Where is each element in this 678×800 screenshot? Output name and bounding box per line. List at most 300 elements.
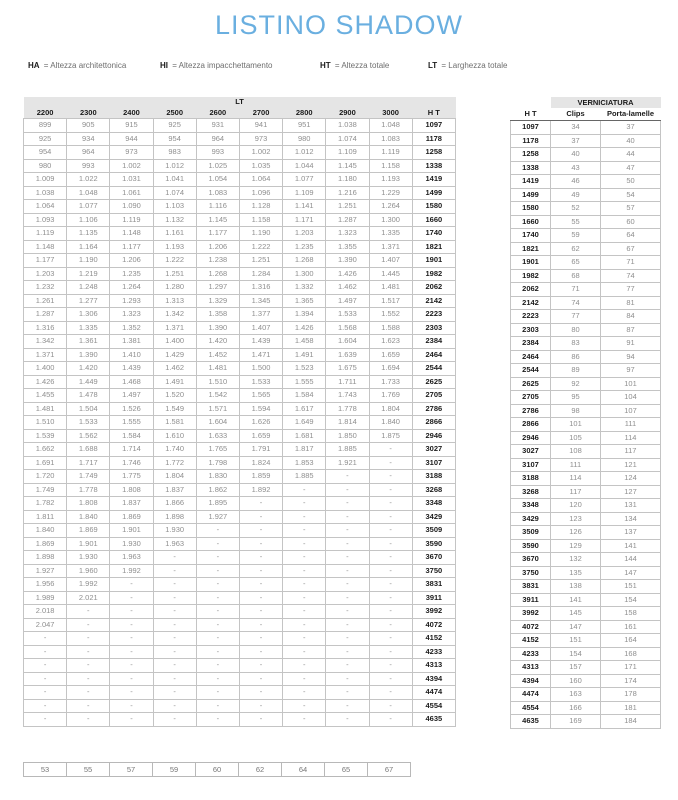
cell: - [196,618,239,632]
cell: - [326,659,369,673]
cell: 1.439 [239,335,282,349]
cell: 1.714 [110,443,153,457]
cell: - [239,524,282,538]
cell: - [196,686,239,700]
cell: 108 [551,445,601,459]
cell: 1.565 [239,389,282,403]
ht-cell: 3509 [511,526,551,540]
cell: 1.284 [239,267,282,281]
cell: - [110,605,153,619]
cell: - [24,686,67,700]
main-table-head [24,97,456,119]
cell: - [24,645,67,659]
cell: 954 [153,132,196,146]
cell: - [24,713,67,727]
cell: 53 [24,763,67,777]
ht-cell: 4313 [511,661,551,675]
cell: 168 [601,647,661,661]
cell: 1.504 [67,402,110,416]
cell: 1.681 [283,429,326,443]
cell: 1.581 [153,416,196,430]
cell: 1.778 [326,402,369,416]
cell: 1.898 [24,551,67,565]
table-row [511,229,661,243]
table-row [511,499,661,513]
cell: 1.009 [24,173,67,187]
cell: 1.782 [24,497,67,511]
table-row [511,161,661,175]
ht-cell: 1499 [511,188,551,202]
cell: 1.859 [239,470,282,484]
cell: 954 [24,146,67,160]
cell: 1.930 [67,551,110,565]
cell: 47 [601,161,661,175]
cell: 931 [196,119,239,133]
cell: 1.106 [67,213,110,227]
cell: 1.429 [153,348,196,362]
cell: 50 [601,175,661,189]
cell: - [283,551,326,565]
cell: 1.604 [326,335,369,349]
cell: 1.817 [283,443,326,457]
table-row [511,553,661,567]
cell: 157 [551,661,601,675]
cell: 1.662 [24,443,67,457]
ht-cell: 2544 [511,364,551,378]
cell: 1.746 [110,456,153,470]
cell: 158 [601,607,661,621]
cell: 1.458 [283,335,326,349]
table-row [511,472,661,486]
cell: - [196,632,239,646]
cell: - [369,483,412,497]
cell: 1.930 [153,524,196,538]
cell: - [369,524,412,538]
cell: 123 [551,512,601,526]
cell: 160 [551,674,601,688]
cell: 1.180 [326,173,369,187]
column-header: 2400 [110,107,153,119]
cell: 55 [551,215,601,229]
table-row [511,431,661,445]
cell: 1.044 [283,159,326,173]
cell: 1.381 [110,335,153,349]
cell: 1.675 [326,362,369,376]
ht-cell: 4394 [511,674,551,688]
cell: 1.177 [196,227,239,241]
cell: 46 [551,175,601,189]
verniciatura-spacer [511,97,551,108]
ht-cell: 2062 [511,283,551,297]
ht-cell: 2062 [412,281,455,295]
cell: 1.711 [326,375,369,389]
cell: - [326,578,369,592]
cell: 1.390 [67,348,110,362]
cell: 1.840 [24,524,67,538]
cell: - [153,564,196,578]
cell: 178 [601,688,661,702]
table-row [511,377,661,391]
cell: 1.555 [110,416,153,430]
cell: - [239,551,282,565]
table-row [511,634,661,648]
ht-cell: 1901 [412,254,455,268]
cell: - [67,632,110,646]
cell: - [326,591,369,605]
cell: 97 [601,364,661,378]
cell: 1.963 [153,537,196,551]
cell: 1.158 [369,159,412,173]
cell: 1.235 [283,240,326,254]
cell: 1.798 [196,456,239,470]
table-row [24,713,456,727]
table-row [24,591,456,605]
cell: - [369,564,412,578]
cell: - [24,672,67,686]
cell: 147 [601,566,661,580]
cell: 184 [601,715,661,729]
table-row [511,337,661,351]
cell: - [24,659,67,673]
cell: 1.365 [283,294,326,308]
cell: - [110,591,153,605]
cell: 1.074 [153,186,196,200]
cell: 1.164 [67,240,110,254]
cell: 1.352 [110,321,153,335]
cell: - [326,713,369,727]
cell: - [283,564,326,578]
table-row [24,132,456,146]
cell: 80 [551,323,601,337]
cell: 1.539 [24,429,67,443]
cell: - [196,578,239,592]
cell: - [239,605,282,619]
cell: 1.158 [239,213,282,227]
cell: 57 [110,763,153,777]
cell: 1.251 [153,267,196,281]
cell: - [153,713,196,727]
cell: 37 [551,134,601,148]
cell: 1.297 [196,281,239,295]
cell: 1.190 [67,254,110,268]
cell: - [196,605,239,619]
cell: 1.500 [239,362,282,376]
table-row [511,269,661,283]
cell: - [326,699,369,713]
column-header: Porta-lamelle [601,108,661,121]
ht-cell: 4394 [412,672,455,686]
ht-cell: 1097 [412,119,455,133]
cell: 151 [551,634,601,648]
cell: 1.901 [67,537,110,551]
ht-cell: 4474 [511,688,551,702]
cell: 124 [601,472,661,486]
cell: - [283,591,326,605]
table-row [24,564,456,578]
cell: 1.688 [67,443,110,457]
cell: 94 [601,350,661,364]
cell: 67 [601,242,661,256]
cell: 141 [551,593,601,607]
table-row [511,391,661,405]
ht-cell: 2303 [511,323,551,337]
cell: 993 [67,159,110,173]
cell: 1.623 [369,335,412,349]
legend [0,61,678,75]
ht-cell: 1660 [511,215,551,229]
table-row [511,215,661,229]
cell: - [67,659,110,673]
cell: 1.510 [24,416,67,430]
cell: 104 [601,391,661,405]
cell: 973 [110,146,153,160]
cell: - [283,618,326,632]
cell: - [153,578,196,592]
cell: 1.300 [369,213,412,227]
cell: 1.866 [153,497,196,511]
cell: 1.520 [153,389,196,403]
cell: 1.901 [110,524,153,538]
cell: 1.238 [196,254,239,268]
cell: 1.038 [326,119,369,133]
cell: 171 [601,661,661,675]
cell: - [283,497,326,511]
cell: 1.193 [153,240,196,254]
cell: 1.190 [239,227,282,241]
ht-cell: 2705 [511,391,551,405]
cell: 1.280 [153,281,196,295]
table-row [511,620,661,634]
ht-cell: 3831 [412,578,455,592]
cell: 1.177 [110,240,153,254]
cell: 1.989 [24,591,67,605]
ht-cell: 4152 [412,632,455,646]
cell: - [369,456,412,470]
cell: - [326,483,369,497]
ht-cell: 3509 [412,524,455,538]
cell: 1.048 [369,119,412,133]
cell: 1.323 [110,308,153,322]
cell: - [283,686,326,700]
column-header: 2500 [153,107,196,119]
cell: 915 [110,119,153,133]
table-row [511,418,661,432]
ht-cell: 2142 [511,296,551,310]
cell: 951 [283,119,326,133]
cell: - [153,618,196,632]
verniciatura-title: VERNICIATURA [551,97,661,108]
cell: 1.316 [239,281,282,295]
cell: - [283,578,326,592]
cell: 1.206 [110,254,153,268]
cell: - [196,713,239,727]
cell: 135 [551,566,601,580]
column-header: H T [511,108,551,121]
cell: - [369,686,412,700]
cell: 120 [551,499,601,513]
table-row [24,470,456,484]
cell: - [67,618,110,632]
cell: 1.992 [67,578,110,592]
cell: 74 [551,296,601,310]
cell: 77 [601,283,661,297]
cell: 1.588 [369,321,412,335]
cell: 905 [67,119,110,133]
cell: 1.895 [196,497,239,511]
cell: 1.533 [326,308,369,322]
cell: - [369,672,412,686]
cell: 1.064 [24,200,67,214]
ht-cell: 1419 [412,173,455,187]
cell: 1.119 [369,146,412,160]
table-row [24,429,456,443]
table-row [511,674,661,688]
cell: - [239,497,282,511]
cell: 1.012 [283,146,326,160]
cell: 1.222 [153,254,196,268]
cell: 62 [239,763,282,777]
cell: 934 [67,132,110,146]
cell: 1.808 [67,497,110,511]
cell: 1.720 [24,470,67,484]
table-row [511,485,661,499]
cell: 1.031 [110,173,153,187]
cell: 71 [551,283,601,297]
cell: 1.407 [369,254,412,268]
cell: 964 [67,146,110,160]
cell: 1.420 [67,362,110,376]
cell: 1.452 [196,348,239,362]
legend-abbr: LT [428,61,438,70]
legend-item: HA = Altezza architettonica [28,61,127,70]
ht-cell: 2223 [412,308,455,322]
cell: 1.850 [326,429,369,443]
cell: 1.862 [196,483,239,497]
cell: 1.517 [369,294,412,308]
table-row [24,186,456,200]
cell: 1.649 [283,416,326,430]
ht-cell: 3590 [511,539,551,553]
cell: 1.814 [326,416,369,430]
table-row [511,715,661,729]
table-row [24,348,456,362]
cell: 941 [239,119,282,133]
cell: 1.749 [24,483,67,497]
ht-cell: 3670 [412,551,455,565]
cell: 983 [153,146,196,160]
cell: 1.898 [153,510,196,524]
cell: 111 [551,458,601,472]
cell: 1.261 [24,294,67,308]
ht-cell: 2142 [412,294,455,308]
column-header: 2900 [326,107,369,119]
cell: 944 [110,132,153,146]
table-row [511,242,661,256]
cell: 68 [551,269,601,283]
cell: 1.345 [239,294,282,308]
ht-cell: 1901 [511,256,551,270]
cell: - [283,483,326,497]
table-row [511,296,661,310]
ht-cell: 4474 [412,686,455,700]
cell: 1.639 [326,348,369,362]
cell: 1.462 [153,362,196,376]
cell: 37 [601,121,661,135]
cell: 1.083 [196,186,239,200]
cell: - [369,551,412,565]
cell: - [326,564,369,578]
cell: 1.355 [326,240,369,254]
cell: 1.109 [326,146,369,160]
cell: 1.749 [67,470,110,484]
cell: 145 [551,607,601,621]
cell: - [326,618,369,632]
cell: 144 [601,553,661,567]
cell: - [153,686,196,700]
cell: 151 [601,580,661,594]
cell: 1.329 [196,294,239,308]
cell: 1.617 [283,402,326,416]
cell: 1.064 [239,173,282,187]
ht-cell: 3348 [412,497,455,511]
cell: 1.875 [369,429,412,443]
cell: 1.038 [24,186,67,200]
ht-cell: 4072 [412,618,455,632]
cell: - [326,645,369,659]
cell: 1.439 [110,362,153,376]
ht-cell: 2625 [511,377,551,391]
cell: - [239,618,282,632]
cell: - [326,632,369,646]
table-row [24,294,456,308]
cell: - [153,591,196,605]
cell: 1.268 [283,254,326,268]
table-row [511,175,661,189]
cell: - [326,524,369,538]
ht-cell: 3429 [511,512,551,526]
table-row [24,335,456,349]
cell: 1.358 [196,308,239,322]
ht-cell: 3750 [412,564,455,578]
cell: 2.047 [24,618,67,632]
cell: 141 [601,539,661,553]
cell: 1.177 [24,254,67,268]
table-row [511,134,661,148]
cell: 1.116 [196,200,239,214]
cell: 86 [551,350,601,364]
verniciatura-table [510,97,661,729]
cell: 1.335 [369,227,412,241]
cell: 1.568 [326,321,369,335]
main-table-group-header: LT [24,97,456,107]
cell: - [110,686,153,700]
table-row [24,618,456,632]
cell: 1.610 [153,429,196,443]
cell: 67 [368,763,411,777]
table-row [511,310,661,324]
main-table-group-row [24,97,456,107]
ht-cell: 1338 [511,161,551,175]
cell: 1.222 [239,240,282,254]
cell: 1.497 [110,389,153,403]
cell: 64 [282,763,325,777]
table-row [24,659,456,673]
cell: 1.497 [326,294,369,308]
table-row [511,256,661,270]
cell: 1.694 [369,362,412,376]
ht-cell: 1258 [511,148,551,162]
cell: 59 [551,229,601,243]
